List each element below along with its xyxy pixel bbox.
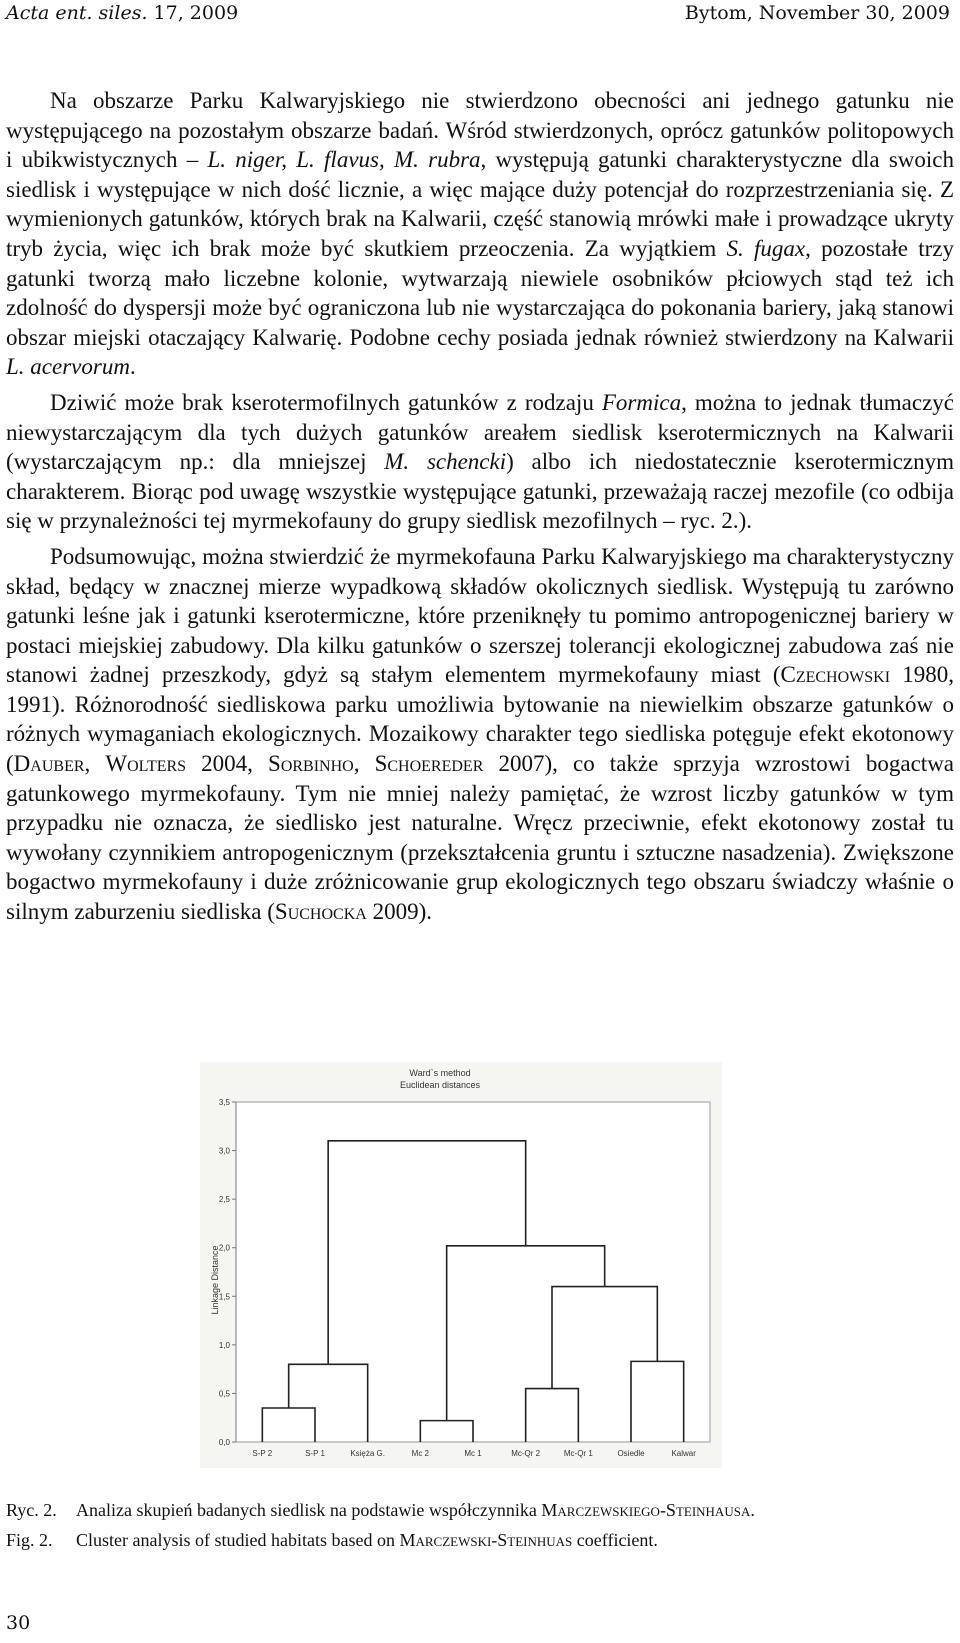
y-tick-label: 2,5	[218, 1195, 230, 1205]
leaf-label: Mc 1	[464, 1449, 482, 1458]
y-tick-label: 1,5	[218, 1292, 230, 1302]
y-tick-label: 3,5	[218, 1098, 230, 1107]
leaf-label: Osiedle	[617, 1449, 645, 1458]
italic-taxon: M. schencki	[384, 449, 507, 475]
caption-english-text	[76, 1530, 658, 1551]
text-run: 1980, 1991). Różnorodność siedliskowa parku umożliwia bytowanie na niewielkim obszarze gatunków o różnych wymaganiach ekologicznych. Mozaikowy charakter tego siedliska potęguje efekt ekotonowy (	[6, 662, 954, 777]
italic-taxon: L. acervorum	[6, 354, 130, 380]
y-axis	[219, 1098, 236, 1447]
chart-subtitle: Euclidean distances	[399, 1080, 481, 1090]
leaf-label: Księża G.	[350, 1449, 386, 1458]
italic-taxon: L. niger, L. flavus, M. rubra	[207, 147, 481, 173]
caption-polish	[6, 1500, 954, 1530]
author-name: Suchocka	[274, 899, 367, 925]
running-header	[6, 2, 950, 28]
caption-english-label: Fig. 2.	[6, 1530, 53, 1550]
text-run: Dziwić może brak kserotermofilnych gatunków z rodzaju	[50, 389, 602, 415]
paragraph-3	[6, 542, 954, 927]
caption-english	[6, 1530, 954, 1560]
author-name: Wolters	[105, 751, 187, 777]
text-run: , pozostałe trzy gatunki tworzą mało liczebne kolonie, wytwarzają niewiele osobników płciowych stąd też ich zdolność do dyspersji może być ograniczona lub nie wystarczająca do pokonania bariery, jaką stanowi obszar miejski otaczający Kalwarię. Podobne cechy posiada jednak również stwierdzony na Kalwarii	[6, 235, 954, 350]
leaf-label: Kalwar	[671, 1449, 696, 1458]
caption-polish-text-main: Analiza skupień badanych siedlisk na podstawie współczynnika	[76, 1500, 542, 1520]
leaf-label: Mc 2	[411, 1449, 430, 1458]
journal-volume: 17, 2009	[153, 2, 239, 24]
y-tick-label: 0,5	[218, 1389, 230, 1399]
dendrogram-chart	[200, 1062, 722, 1468]
leaf-label: S-P 1	[305, 1449, 325, 1458]
author-name: Sorbinho	[268, 751, 354, 777]
caption-polish-text	[76, 1500, 755, 1521]
author-name: Schoereder	[374, 751, 484, 777]
paragraph-1	[6, 86, 954, 382]
text-run: 2009).	[366, 899, 432, 925]
y-tick-label: 0,0	[218, 1438, 230, 1447]
leaf-label: S-P 2	[252, 1449, 273, 1458]
text-run: Na obszarze Parku Kalwaryjskiego nie stwierdzono obecności ani jednego gatunku nie występującego na pozostałym obszarze badań. Wśród stwierdzonych, oprócz gatunków politopowych i ubikwistycznych –	[6, 88, 954, 173]
leaf-labels	[252, 1449, 696, 1458]
paragraph-2	[6, 388, 954, 536]
place-date: Bytom, November 30, 2009	[684, 2, 950, 24]
y-tick-label: 3,0	[218, 1146, 230, 1156]
text-run: , występują gatunki charakterystyczne dla swoich siedlisk i występujące w nich dość licznie, a więc mające duży potencjał do rozprzestrzeniania się. Z wymienionych gatunków, których brak na Kalwarii, część stanowią mrówki małe i prowadzące ukryty tryb życia, więc ich brak może być skutkiem przeoczenia. Za wyjątkiem	[6, 147, 955, 261]
y-tick-label: 1,0	[218, 1340, 230, 1350]
leaf-label: Mc-Qr 1	[563, 1449, 593, 1458]
y-axis-label: Linkage Distance	[210, 1245, 220, 1315]
dendrogram-figure	[200, 1062, 722, 1468]
author-name: Dauber	[13, 751, 85, 777]
caption-polish-label: Ryc. 2.	[6, 1500, 57, 1520]
journal-citation	[6, 2, 238, 24]
y-tick-label: 2,0	[218, 1243, 230, 1253]
text-run: 2007), co także sprzyja wzrostowi bogactwa gatunkowego myrmekofauny. Tym nie mniej należy pamiętać, że wzrost liczby gatunków w tym przypadku nie oznacza, że siedlisko jest naturalne. Wręcz przeciwnie, efekt ekotonowy został tu wywołany czynnikiem antropogenicznym (przekształcenia gruntu i sztuczne nasadzenia). Zwiększone bogactwo myrmekofauny i duże zróżnicowanie grup ekologicznych tego obszaru świadczy właśnie o silnym zaburzeniu siedliska (	[6, 751, 955, 925]
caption-polish-text-end: .	[750, 1500, 755, 1520]
text-run: 2004,	[186, 751, 269, 777]
figure-captions	[6, 1500, 954, 1560]
text-run: , można to jednak tłumaczyć niewystarczającym dla tych dużych gatunków areałem siedlisk kserotermicznych na Kalwarii (wystarczającym np.: dla mniejszej	[6, 389, 954, 475]
journal-name: Acta ent. siles.	[6, 2, 148, 24]
text-run: ) albo ich niedostatecznie kserotermicznym charakterem. Biorąc pod uwagę wszystkie występujące gatunki, przeważają raczej mezofile (co odbija się w przynależności tej myrmekofauny do grupy siedlisk mezofilnych – ryc. 2.).	[6, 449, 954, 534]
italic-taxon: Formica	[601, 389, 682, 415]
text-run: ,	[84, 751, 106, 777]
page-number: 30	[6, 1612, 31, 1634]
caption-english-text-main: Cluster analysis of studied habitats based on	[76, 1530, 400, 1550]
article-body	[6, 86, 954, 933]
author-name: Czechowski	[780, 662, 891, 688]
plot-frame	[236, 1102, 710, 1442]
leaf-label: Mc-Qr 2	[511, 1449, 541, 1458]
caption-english-text-end: coefficient.	[572, 1530, 658, 1550]
caption-english-authors: Marczewski-Steinhuas	[399, 1530, 573, 1550]
text-run: ,	[353, 751, 375, 777]
text-run: Podsumowując, można stwierdzić że myrmekofauna Parku Kalwaryjskiego ma charakterystyczny skład, będący w znacznej mierze wypadkową składów okolicznych siedlisk. Występują tu zarówno gatunki leśne jak i gatunki kserotermiczne, które przeniknęły tu pomimo antropogenicznej bariery w postaci miejskiej zabudowy. Dla kilku gatunków o szerszej tolerancji ekologicznej zabudowa zaś nie stanowi żadnej przeszkody, gdyż są stałym elementem myrmekofauny miast (	[6, 543, 954, 688]
caption-polish-authors: Marczewskiego-Steinhausa	[541, 1500, 751, 1520]
text-run: .	[129, 354, 136, 380]
chart-title: Ward`s method	[409, 1068, 471, 1078]
italic-taxon: S. fugax	[726, 235, 806, 261]
